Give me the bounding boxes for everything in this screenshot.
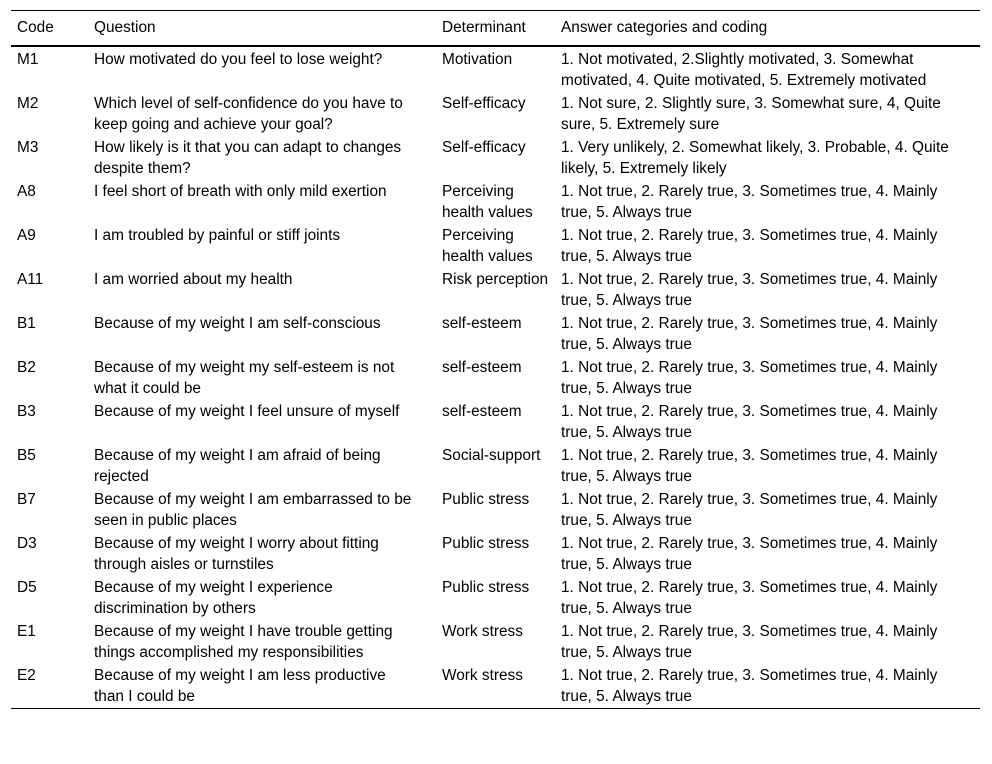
- cell-answer: 1. Very unlikely, 2. Somewhat likely, 3. Probable, 4. Quite likely, 5. Extremely likely: [561, 139, 949, 177]
- cell-question: Because of my weight I am afraid of being rejected: [94, 447, 381, 485]
- cell-answer: 1. Not true, 2. Rarely true, 3. Sometimes true, 4. Mainly true, 5. Always true: [561, 667, 938, 705]
- cell-code: A8: [17, 183, 36, 200]
- cell-question: Because of my weight I experience discrimination by others: [94, 579, 333, 617]
- cell-question: Because of my weight I am self-conscious: [94, 315, 381, 332]
- table-row: [11, 180, 980, 224]
- cell-answer: 1. Not true, 2. Rarely true, 3. Sometimes true, 4. Mainly true, 5. Always true: [561, 623, 938, 661]
- table-row: [11, 444, 980, 488]
- cell-determinant: Public stress: [442, 491, 530, 508]
- cell-determinant: Public stress: [442, 579, 530, 596]
- table-row: [11, 488, 980, 532]
- cell-answer: 1. Not true, 2. Rarely true, 3. Sometimes true, 4. Mainly true, 5. Always true: [561, 491, 938, 529]
- cell-question: Because of my weight I worry about fitting through aisles or turnstiles: [94, 535, 379, 573]
- questionnaire-table-container: [11, 10, 980, 709]
- table-row: [11, 576, 980, 620]
- cell-question: I feel short of breath with only mild exertion: [94, 183, 387, 200]
- cell-answer: 1. Not true, 2. Rarely true, 3. Sometimes true, 4. Mainly true, 5. Always true: [561, 315, 938, 353]
- header-determinant: Determinant: [442, 19, 526, 36]
- cell-determinant: Perceiving health values: [442, 183, 533, 221]
- cell-code: A9: [17, 227, 36, 244]
- table-row: [11, 664, 980, 709]
- cell-determinant: Work stress: [442, 623, 523, 640]
- cell-determinant: self-esteem: [442, 403, 522, 420]
- header-question: Question: [94, 19, 156, 36]
- cell-code: D3: [17, 535, 37, 552]
- cell-determinant: Self-efficacy: [442, 139, 526, 156]
- cell-answer: 1. Not sure, 2. Slightly sure, 3. Somewhat sure, 4, Quite sure, 5. Extremely sure: [561, 95, 941, 133]
- cell-question: How likely is it that you can adapt to changes despite them?: [94, 139, 402, 177]
- cell-answer: 1. Not true, 2. Rarely true, 3. Sometimes true, 4. Mainly true, 5. Always true: [561, 579, 938, 617]
- table-row: [11, 400, 980, 444]
- cell-code: D5: [17, 579, 37, 596]
- questionnaire-table: [11, 10, 980, 709]
- table-row: [11, 312, 980, 356]
- cell-question: Because of my weight I have trouble getting things accomplished my responsibilities: [94, 623, 393, 661]
- cell-code: E2: [17, 667, 36, 684]
- cell-answer: 1. Not true, 2. Rarely true, 3. Sometimes true, 4. Mainly true, 5. Always true: [561, 403, 938, 441]
- table-row: [11, 46, 980, 92]
- cell-code: B7: [17, 491, 36, 508]
- cell-answer: 1. Not true, 2. Rarely true, 3. Sometimes true, 4. Mainly true, 5. Always true: [561, 359, 938, 397]
- cell-question: I am troubled by painful or stiff joints: [94, 227, 341, 244]
- table-row: [11, 268, 980, 312]
- cell-answer: 1. Not true, 2. Rarely true, 3. Sometimes true, 4. Mainly true, 5. Always true: [561, 227, 938, 265]
- header-row: [11, 11, 980, 47]
- cell-question: Because of my weight I feel unsure of myself: [94, 403, 400, 420]
- cell-question: I am worried about my health: [94, 271, 293, 288]
- cell-determinant: Risk perception: [442, 271, 549, 288]
- cell-code: A11: [17, 271, 44, 288]
- cell-answer: 1. Not true, 2. Rarely true, 3. Sometimes true, 4. Mainly true, 5. Always true: [561, 535, 938, 573]
- cell-determinant: Self-efficacy: [442, 95, 526, 112]
- table-row: [11, 92, 980, 136]
- cell-question: How motivated do you feel to lose weight?: [94, 51, 383, 68]
- cell-answer: 1. Not true, 2. Rarely true, 3. Sometimes true, 4. Mainly true, 5. Always true: [561, 447, 938, 485]
- table-header: [11, 11, 980, 47]
- cell-code: E1: [17, 623, 36, 640]
- cell-question: Because of my weight I am embarrassed to be seen in public places: [94, 491, 412, 529]
- cell-code: M3: [17, 139, 39, 156]
- table-row: [11, 136, 980, 180]
- table-row: [11, 224, 980, 268]
- cell-determinant: Public stress: [442, 535, 530, 552]
- cell-code: M2: [17, 95, 39, 112]
- cell-code: B1: [17, 315, 36, 332]
- cell-code: B2: [17, 359, 36, 376]
- cell-determinant: Social-support: [442, 447, 541, 464]
- cell-answer: 1. Not true, 2. Rarely true, 3. Sometimes true, 4. Mainly true, 5. Always true: [561, 183, 938, 221]
- cell-answer: 1. Not motivated, 2.Slightly motivated, 3. Somewhat motivated, 4. Quite motivated, 5. Extremely motivated: [561, 51, 927, 89]
- cell-question: Which level of self-confidence do you have to keep going and achieve your goal?: [94, 95, 403, 133]
- cell-determinant: self-esteem: [442, 359, 522, 376]
- header-code: Code: [17, 19, 54, 36]
- table-row: [11, 532, 980, 576]
- cell-question: Because of my weight my self-esteem is not what it could be: [94, 359, 395, 397]
- cell-code: B3: [17, 403, 36, 420]
- table-body: [11, 46, 980, 709]
- cell-determinant: Work stress: [442, 667, 523, 684]
- header-answer: Answer categories and coding: [561, 19, 768, 36]
- table-row: [11, 620, 980, 664]
- cell-determinant: Perceiving health values: [442, 227, 533, 265]
- cell-determinant: self-esteem: [442, 315, 522, 332]
- table-row: [11, 356, 980, 400]
- cell-question: Because of my weight I am less productive than I could be: [94, 667, 386, 705]
- cell-determinant: Motivation: [442, 51, 513, 68]
- cell-answer: 1. Not true, 2. Rarely true, 3. Sometimes true, 4. Mainly true, 5. Always true: [561, 271, 938, 309]
- cell-code: B5: [17, 447, 36, 464]
- cell-code: M1: [17, 51, 39, 68]
